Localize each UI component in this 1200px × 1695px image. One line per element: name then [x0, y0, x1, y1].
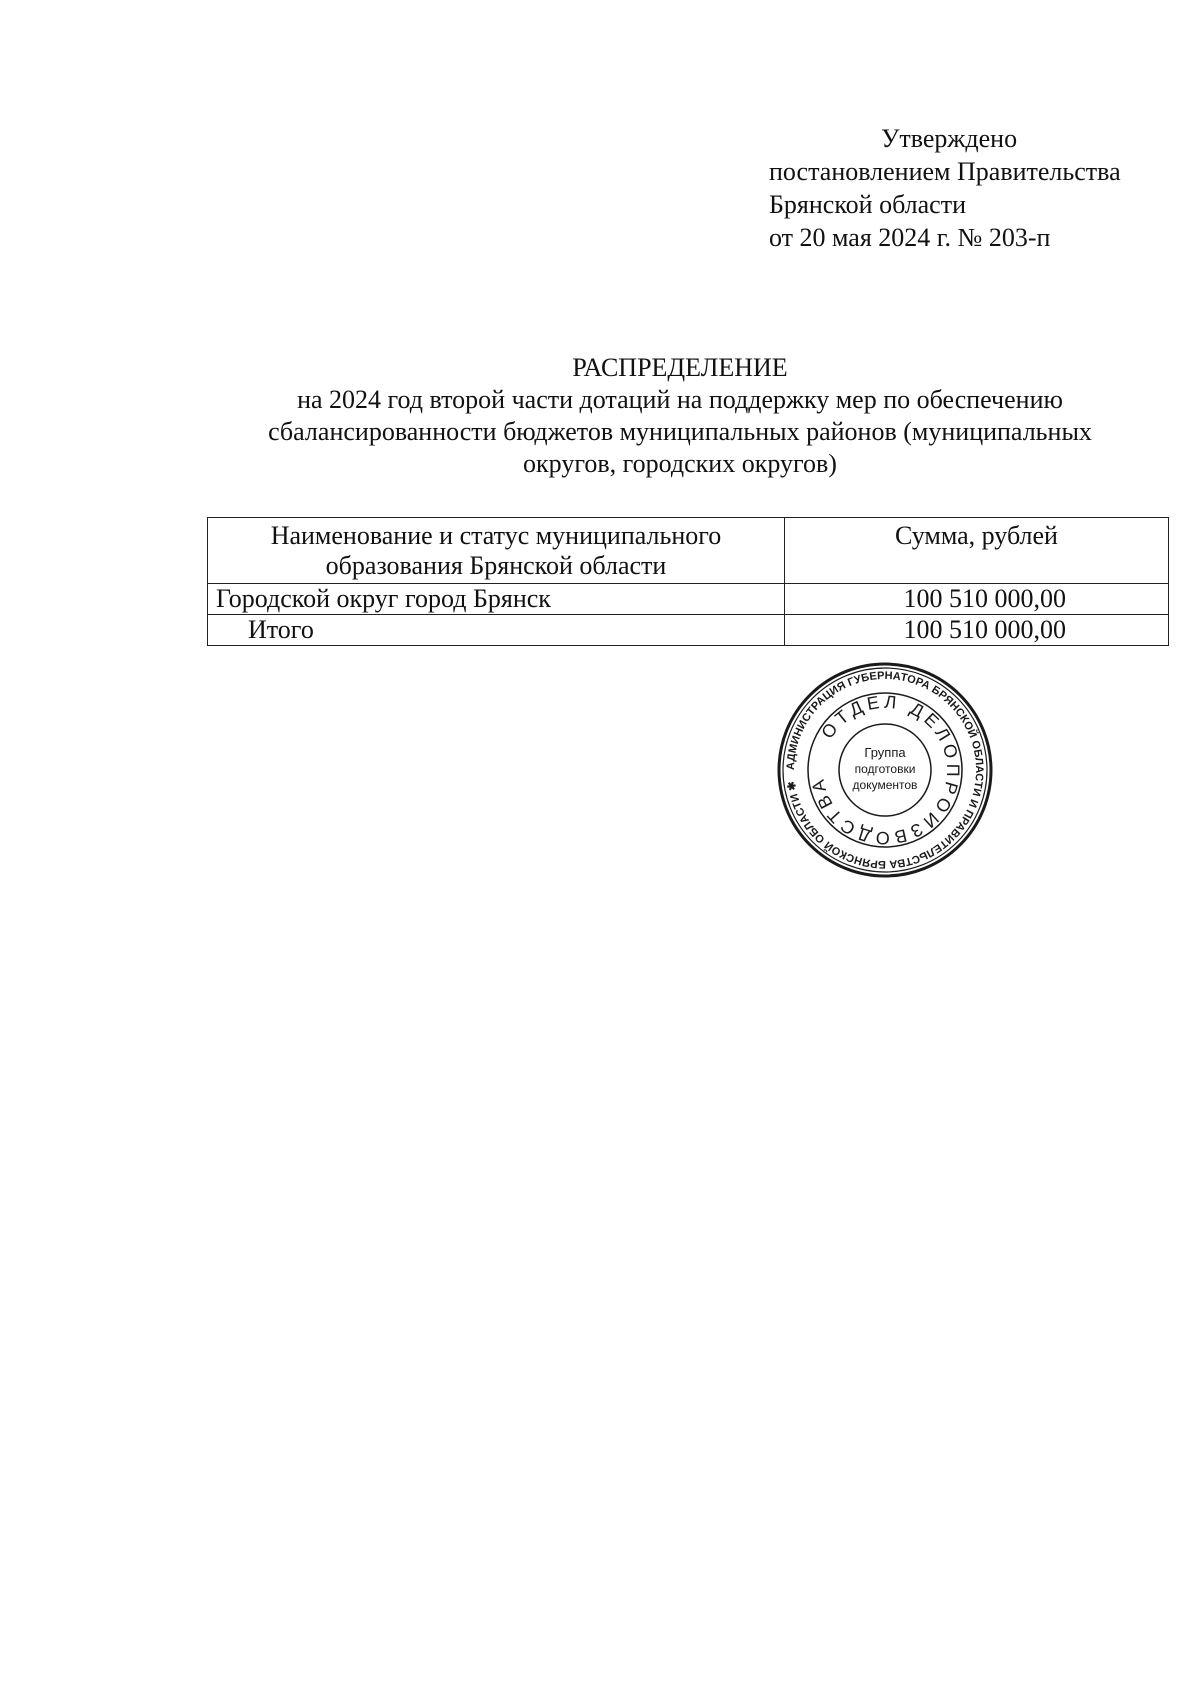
header-name	[208, 518, 785, 584]
total-sum: 100 510 000,00	[785, 615, 1169, 646]
distribution-table	[207, 517, 1169, 646]
header-name-line: Наименование и статус муниципального	[270, 521, 722, 550]
document-title	[180, 352, 1180, 480]
title-heading: РАСПРЕДЕЛЕНИЕ	[572, 353, 788, 382]
approval-line: постановлением Правительства	[769, 157, 1121, 186]
approval-line: от 20 мая 2024 г. № 203-п	[769, 223, 1051, 252]
approval-line: Брянской области	[769, 190, 966, 219]
stamp-outer-text: АДМИНИСТРАЦИЯ ГУБЕРНАТОРА БРЯНСКОЙ ОБЛАСТИ И ПРАВИТЕЛЬСТВА БРЯНСКОЙ ОБЛАСТИ ✱	[784, 669, 986, 871]
official-stamp	[775, 660, 995, 880]
title-subtitle-line: на 2024 год второй части дотаций на поддержку мер по обеспечению	[297, 385, 1063, 414]
header-sum: Сумма, рублей	[785, 518, 1169, 584]
approval-block	[769, 122, 1169, 254]
table-total-row	[208, 615, 1169, 646]
row-name: Городской округ город Брянск	[208, 584, 785, 615]
stamp-middle-text: ОТДЕЛ ДЕЛОПРОИЗВОДСТВА	[807, 691, 964, 849]
table-row	[208, 584, 1169, 615]
row-sum: 100 510 000,00	[785, 584, 1169, 615]
title-subtitle-line: сбалансированности бюджетов муниципальных районов (муниципальных	[268, 417, 1092, 446]
stamp-center-line: документов	[852, 778, 918, 792]
title-subtitle-line: округов, городских округов)	[523, 449, 837, 478]
total-name: Итого	[208, 615, 785, 646]
stamp-center-line: подготовки	[854, 762, 916, 776]
header-name-line: образования Брянской области	[325, 551, 667, 580]
table-header-row	[208, 518, 1169, 584]
stamp-center-line: Группа	[864, 745, 906, 760]
approval-line: Утверждено	[881, 124, 1018, 153]
